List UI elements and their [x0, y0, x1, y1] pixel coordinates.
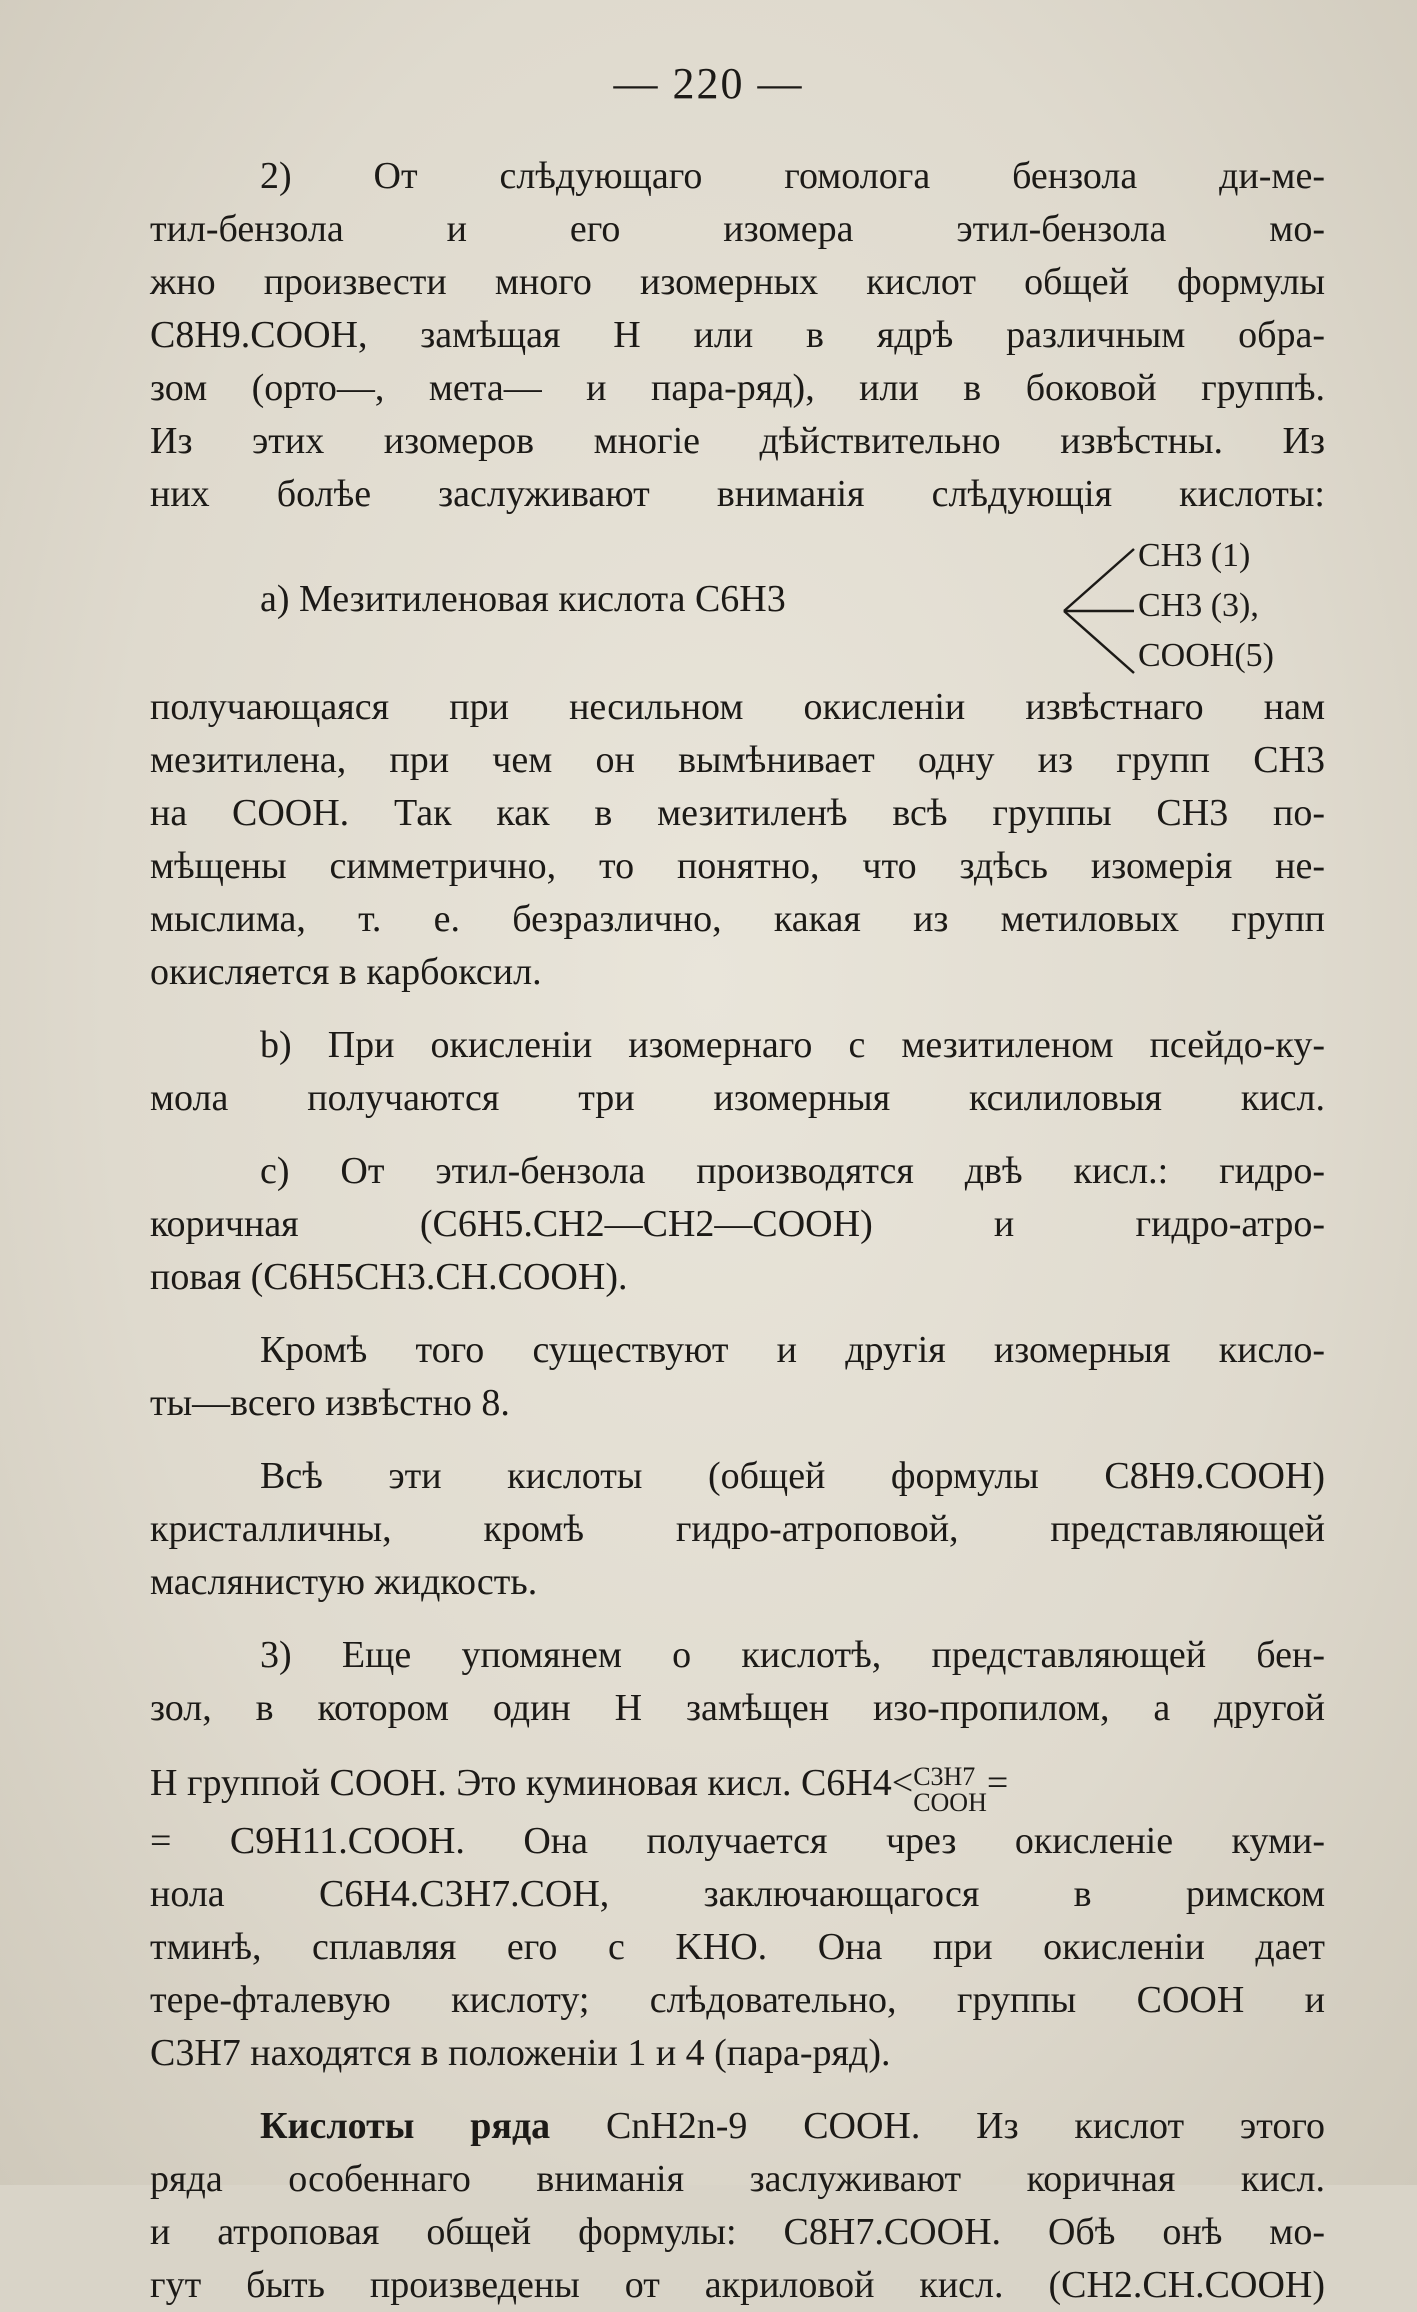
text-line: мезитилена, при чем он вымѣнивает одну из групп CH3: [150, 739, 1325, 781]
text-line: на COOH. Так как в мезитиленѣ всѣ группы CH3 по-: [150, 792, 1325, 834]
text-line: c) От этил-бензола производятся двѣ кисл.: гидро-: [260, 1150, 1325, 1192]
formula-label: a) Мезитиленовая кислота C6H3: [260, 578, 786, 620]
text-line: b) При окисленіи изомернаго с мезитиленом псейдо-ку-: [260, 1024, 1325, 1066]
text-line: маслянистую жидкость.: [150, 1561, 538, 1603]
text-line: зол, в котором один H замѣщен изо-пропилом, а другой: [150, 1687, 1325, 1729]
text-line: получающаяся при несильном окисленіи извѣстнаго нам: [150, 686, 1325, 728]
formula-group-2: CH3 (3),: [1138, 587, 1259, 624]
paragraph-cinnamic: [150, 2100, 1325, 2312]
text-line: 2) От слѣдующаго гомолога бензола ди-ме-: [260, 155, 1325, 197]
text-line: нола C6H4.C3H7.COH, заключающагося в римском: [150, 1873, 1325, 1915]
text-line: коричная (C6H5.CH2—CH2—COOH) и гидро-атро-: [150, 1203, 1325, 1245]
text-line: гут быть произведены от акриловой кисл. (CH2.CH.COOH): [150, 2264, 1325, 2306]
formula-group-3: COOH(5): [1138, 637, 1274, 674]
text-line: кристалличны, кромѣ гидро-атроповой, представляющей: [150, 1508, 1325, 1550]
text-line: Кромѣ того существуют и другія изомерныя кисло-: [260, 1329, 1325, 1371]
paragraph-c: [150, 1145, 1325, 1304]
cumic-acid-formula-line: H группой COOH. Это куминовая кисл. C6H4< C3H7 COOH =: [150, 1762, 1009, 1817]
text-line: мыслима, т. е. безразлично, какая из метиловых групп: [150, 898, 1325, 940]
page-number: — 220 —: [613, 59, 804, 108]
text-line: Кислоты ряда CnH2n-9 COOH. Из кислот этого: [260, 2105, 1325, 2147]
text-line: Всѣ эти кислоты (общей формулы C8H9.COOH): [260, 1455, 1325, 1497]
text-line: повая (C6H5CH3.CH.COOH).: [150, 1256, 628, 1298]
paragraph-3-continued: [150, 1815, 1325, 2080]
cumic-acid-text: H группой COOH. Это куминовая кисл. C6H4: [150, 1762, 892, 1804]
paragraph-all: [150, 1450, 1325, 1609]
mesitylenic-acid-formula: [150, 521, 1325, 681]
paragraph-a: [150, 681, 1325, 999]
paragraph-b: [150, 1019, 1325, 1125]
series-formula: CnH2n-9 COOH.: [605, 2105, 921, 2147]
text-line: тере-фталевую кислоту; слѣдовательно, группы COOH и: [150, 1979, 1325, 2021]
paragraph-other: [150, 1324, 1325, 1430]
text-line: = C9H11.COOH. Она получается чрез окисленіе куми-: [150, 1820, 1325, 1862]
text-line: жно произвести много изомерных кислот общей формулы: [150, 261, 1325, 303]
text-line: и атроповая общей формулы: C8H7.COOH. Обѣ онѣ мо-: [150, 2211, 1325, 2253]
text-line: 3) Еще упомянем о кислотѣ, представляющей бен-: [260, 1634, 1325, 1676]
paragraph-2: [150, 150, 1325, 521]
cumic-acid-groups: C3H7 COOH: [913, 1762, 987, 1817]
text-line: зом (орто—, мета— и пара-ряд), или в боковой группѣ.: [150, 367, 1325, 409]
text-line: ты—всего извѣстно 8.: [150, 1382, 510, 1424]
text-line: C8H9.COOH, замѣщая H или в ядрѣ различным обра-: [150, 314, 1325, 356]
page-text: [150, 150, 1325, 2312]
paragraph-3: [150, 1629, 1325, 1735]
text-line: них болѣе заслуживают вниманія слѣдующія кислоты:: [150, 473, 1325, 515]
formula-group-1: CH3 (1): [1138, 537, 1251, 574]
text-line: окисляется в карбоксил.: [150, 951, 542, 993]
text-line: C3H7 находятся в положеніи 1 и 4 (пара-ряд).: [150, 2032, 891, 2074]
text-line: тил-бензола и его изомера этил-бензола мо-: [150, 208, 1325, 250]
text-line: мола получаются три изомерныя ксилиловыя кисл.: [150, 1077, 1325, 1119]
text-line: мѣщены симметрично, то понятно, что здѣсь изомерія не-: [150, 845, 1325, 887]
text-line: тминѣ, сплавляя его с KHO. Она при окисленіи дает: [150, 1926, 1325, 1968]
section-heading: Кислоты ряда: [260, 2105, 551, 2147]
text-line: ряда особеннаго вниманія заслуживают коричная кисл.: [150, 2158, 1325, 2200]
text-line: Из этих изомеров многіе дѣйствительно извѣстны. Из: [150, 420, 1325, 462]
